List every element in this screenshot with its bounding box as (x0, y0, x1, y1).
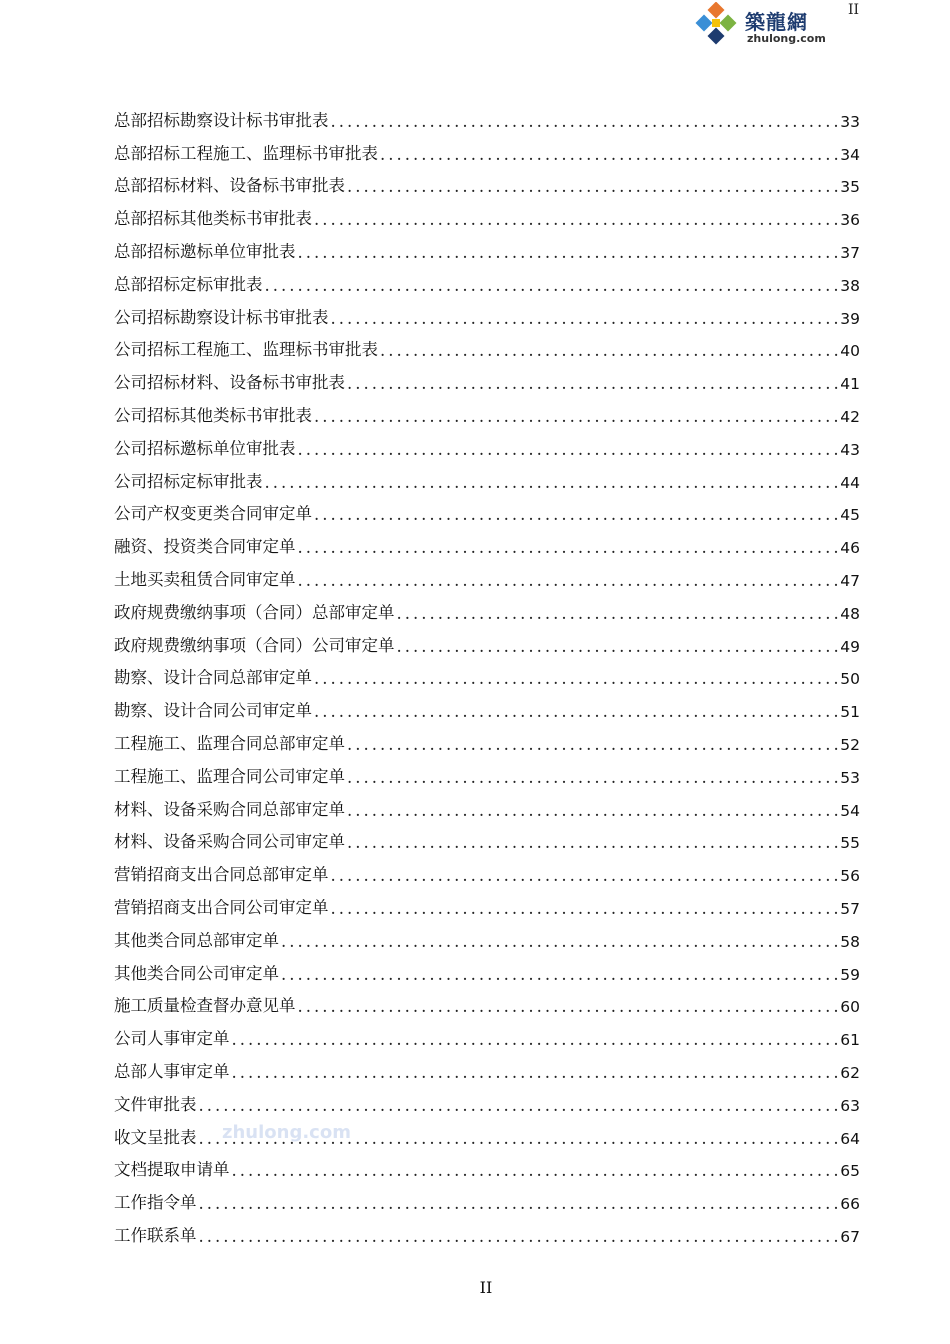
toc-entry[interactable] (114, 951, 860, 984)
toc-dot-leader (380, 341, 838, 360)
toc-entry-page: 50 (840, 670, 860, 689)
toc-dot-leader (298, 571, 839, 590)
toc-dot-leader (281, 965, 838, 984)
toc-dot-leader (298, 997, 839, 1016)
toc-entry[interactable] (114, 656, 860, 689)
header-page-number: II (848, 2, 860, 18)
toc-entry-page: 66 (840, 1195, 860, 1214)
toc-dot-leader (314, 407, 838, 426)
toc-entry-title: 公司招标其他类标书审批表 (114, 405, 312, 425)
toc-dot-leader (199, 1194, 839, 1213)
toc-entry[interactable] (114, 98, 860, 131)
toc-entry[interactable] (114, 1180, 860, 1213)
toc-entry-title: 工作指令单 (114, 1193, 197, 1213)
toc-dot-leader (347, 735, 838, 754)
toc-entry-page: 55 (840, 834, 860, 853)
toc-entry-page: 48 (840, 604, 860, 623)
toc-entry[interactable] (114, 984, 860, 1017)
toc-entry-title: 土地买卖租赁合同审定单 (114, 569, 296, 589)
toc-entry-title: 总部招标其他类标书审批表 (114, 209, 312, 229)
toc-dot-leader (314, 505, 838, 524)
toc-entry[interactable] (114, 787, 860, 820)
toc-entry-page: 46 (840, 539, 860, 558)
toc-entry-page: 63 (840, 1096, 860, 1115)
toc-entry-page: 41 (840, 375, 860, 394)
toc-entry-page: 54 (840, 801, 860, 820)
toc-dot-leader (232, 1161, 839, 1180)
toc-entry-title: 材料、设备采购合同总部审定单 (114, 799, 345, 819)
toc-entry[interactable] (114, 557, 860, 590)
toc-entry-title: 工程施工、监理合同公司审定单 (114, 766, 345, 786)
toc-entry-page: 56 (840, 867, 860, 886)
toc-dot-leader (265, 276, 839, 295)
toc-entry-title: 总部招标定标审批表 (114, 274, 263, 294)
toc-entry-title: 融资、投资类合同审定单 (114, 537, 296, 557)
toc-entry-page: 42 (840, 407, 860, 426)
toc-dot-leader (199, 1096, 839, 1115)
toc-entry[interactable] (114, 623, 860, 656)
watermark: zhulong.com (222, 1122, 351, 1143)
toc-entry-title: 营销招商支出合同总部审定单 (114, 865, 329, 885)
zhulong-logo-icon (693, 2, 741, 48)
toc-dot-leader (347, 801, 838, 820)
toc-entry-title: 其他类合同公司审定单 (114, 963, 279, 983)
toc-dot-leader (347, 374, 838, 393)
toc-entry-page: 67 (840, 1227, 860, 1246)
table-of-contents (114, 98, 860, 1246)
logo-chinese-text: 築龍網 (745, 10, 808, 34)
toc-dot-leader (298, 243, 839, 262)
toc-entry[interactable] (114, 393, 860, 426)
toc-entry-page: 62 (840, 1063, 860, 1082)
toc-entry-title: 勘察、设计合同公司审定单 (114, 701, 312, 721)
toc-dot-leader (281, 932, 838, 951)
toc-dot-leader (331, 309, 839, 328)
toc-entry-page: 44 (840, 473, 860, 492)
toc-entry-title: 文件审批表 (114, 1094, 197, 1114)
toc-entry[interactable] (114, 360, 860, 393)
toc-entry-page: 53 (840, 768, 860, 787)
toc-dot-leader (397, 637, 839, 656)
toc-entry-title: 材料、设备采购合同公司审定单 (114, 832, 345, 852)
toc-dot-leader (347, 177, 838, 196)
toc-entry-page: 60 (840, 998, 860, 1017)
toc-entry[interactable] (114, 1148, 860, 1181)
toc-entry[interactable] (114, 1049, 860, 1082)
toc-entry-title: 施工质量检查督办意见单 (114, 996, 296, 1016)
toc-dot-leader (347, 833, 838, 852)
toc-entry-title: 收文呈批表 (114, 1127, 197, 1147)
toc-entry[interactable] (114, 852, 860, 885)
toc-dot-leader (298, 538, 839, 557)
toc-entry-title: 公司招标邀标单位审批表 (114, 438, 296, 458)
toc-entry[interactable] (114, 1016, 860, 1049)
toc-entry-page: 35 (840, 178, 860, 197)
toc-entry-title: 营销招商支出合同公司审定单 (114, 897, 329, 917)
toc-entry-title: 勘察、设计合同总部审定单 (114, 668, 312, 688)
toc-entry[interactable] (114, 131, 860, 164)
footer-page-number: II (479, 1278, 493, 1297)
toc-entry[interactable] (114, 590, 860, 623)
toc-entry-title: 文档提取申请单 (114, 1160, 230, 1180)
toc-entry-title: 总部招标工程施工、监理标书审批表 (114, 143, 378, 163)
toc-entry-page: 49 (840, 637, 860, 656)
toc-entry[interactable] (114, 262, 860, 295)
toc-entry[interactable] (114, 1082, 860, 1115)
toc-dot-leader (347, 768, 838, 787)
toc-entry-title: 公司招标勘察设计标书审批表 (114, 307, 329, 327)
toc-dot-leader (265, 473, 839, 492)
toc-entry-page: 45 (840, 506, 860, 525)
toc-dot-leader (331, 112, 839, 131)
toc-entry-page: 39 (840, 309, 860, 328)
toc-entry-title: 公司人事审定单 (114, 1029, 230, 1049)
logo-english-text: zhulong.com (747, 32, 826, 45)
toc-entry-title: 工程施工、监理合同总部审定单 (114, 733, 345, 753)
toc-entry-page: 40 (840, 342, 860, 361)
toc-entry-title: 公司招标材料、设备标书审批表 (114, 373, 345, 393)
toc-dot-leader (232, 1063, 839, 1082)
toc-dot-leader (232, 1030, 839, 1049)
toc-entry-title: 总部招标邀标单位审批表 (114, 241, 296, 261)
toc-entry-page: 59 (840, 965, 860, 984)
toc-entry[interactable] (114, 721, 860, 754)
toc-entry-page: 36 (840, 211, 860, 230)
toc-entry-title: 公司产权变更类合同审定单 (114, 504, 312, 524)
toc-entry-title: 公司招标定标审批表 (114, 471, 263, 491)
toc-entry-page: 64 (840, 1129, 860, 1148)
toc-entry-page: 47 (840, 571, 860, 590)
toc-entry[interactable] (114, 426, 860, 459)
toc-entry-page: 38 (840, 276, 860, 295)
toc-dot-leader (314, 210, 838, 229)
toc-dot-leader (331, 899, 839, 918)
toc-entry-page: 37 (840, 243, 860, 262)
toc-entry[interactable] (114, 459, 860, 492)
toc-entry-title: 公司招标工程施工、监理标书审批表 (114, 340, 378, 360)
toc-entry-title: 工作联系单 (114, 1225, 197, 1245)
toc-dot-leader (314, 669, 838, 688)
toc-dot-leader (199, 1227, 839, 1246)
toc-entry[interactable] (114, 229, 860, 262)
toc-entry-page: 52 (840, 735, 860, 754)
toc-dot-leader (314, 702, 838, 721)
toc-entry[interactable] (114, 295, 860, 328)
toc-entry-page: 51 (840, 703, 860, 722)
toc-entry-title: 其他类合同总部审定单 (114, 930, 279, 950)
toc-entry-page: 58 (840, 932, 860, 951)
toc-entry-title: 总部人事审定单 (114, 1061, 230, 1081)
toc-entry[interactable] (114, 164, 860, 197)
zhulong-logo (693, 2, 843, 48)
toc-dot-leader (331, 866, 839, 885)
toc-entry-page: 65 (840, 1162, 860, 1181)
toc-entry-page: 33 (840, 112, 860, 131)
toc-entry[interactable] (114, 492, 860, 525)
toc-entry[interactable] (114, 754, 860, 787)
toc-entry[interactable] (114, 688, 860, 721)
toc-entry[interactable] (114, 328, 860, 361)
toc-dot-leader (397, 604, 839, 623)
toc-entry[interactable] (114, 524, 860, 557)
toc-entry-page: 57 (840, 899, 860, 918)
toc-entry-title: 总部招标勘察设计标书审批表 (114, 110, 329, 130)
toc-dot-leader (380, 145, 838, 164)
toc-entry-page: 34 (840, 145, 860, 164)
toc-entry-title: 总部招标材料、设备标书审批表 (114, 176, 345, 196)
toc-entry[interactable] (114, 196, 860, 229)
toc-entry[interactable] (114, 885, 860, 918)
toc-entry[interactable] (114, 918, 860, 951)
toc-dot-leader (298, 440, 839, 459)
toc-entry-title: 政府规费缴纳事项（合同）总部审定单 (114, 602, 395, 622)
toc-entry-title: 政府规费缴纳事项（合同）公司审定单 (114, 635, 395, 655)
toc-entry-page: 43 (840, 440, 860, 459)
toc-entry[interactable] (114, 1213, 860, 1246)
toc-entry[interactable] (114, 820, 860, 853)
toc-entry-page: 61 (840, 1031, 860, 1050)
